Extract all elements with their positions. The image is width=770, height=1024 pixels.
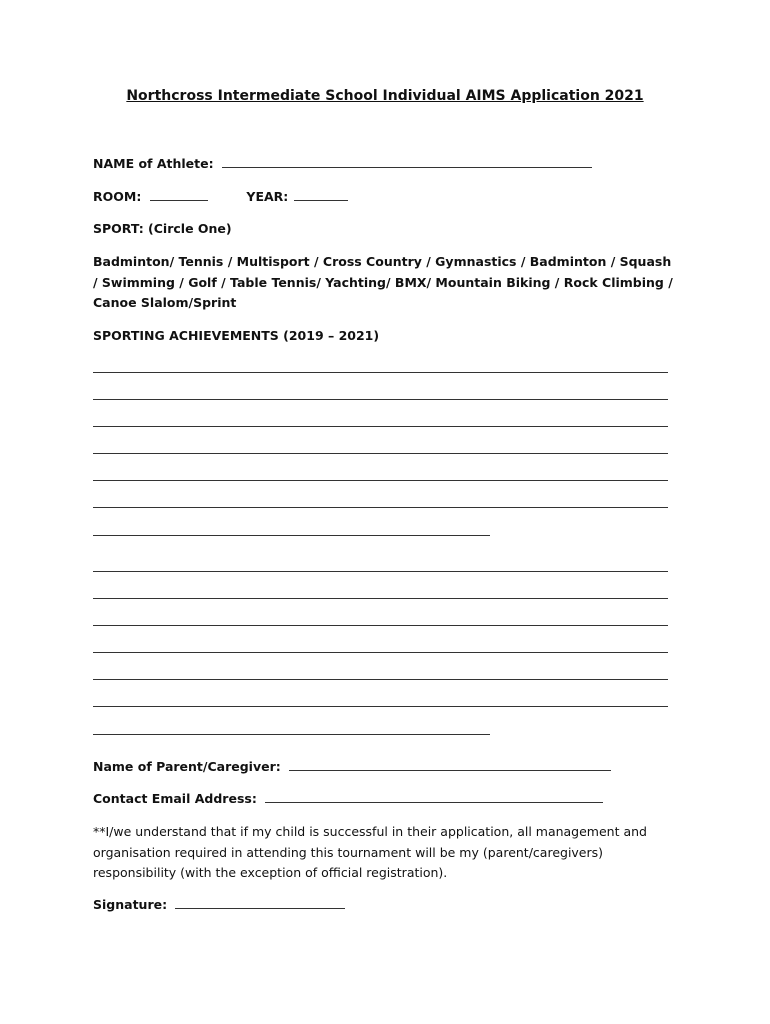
achievement-line[interactable] <box>93 571 668 572</box>
email-field[interactable] <box>265 792 603 803</box>
parent-name-label: Name of Parent/Caregiver: <box>93 759 281 774</box>
achievement-line[interactable] <box>93 372 668 373</box>
form-title: Northcross Intermediate School Individual AIMS Application 2021 <box>126 88 644 104</box>
achievement-line[interactable] <box>93 535 490 536</box>
achievement-line[interactable] <box>93 598 668 599</box>
year-field[interactable] <box>294 190 348 201</box>
responsibility-disclaimer: **I/we understand that if my child is successful in their application, all management and organisation required in attending this tournament will be my (parent/caregivers) responsibility (with the exception of official registration). <box>93 824 647 880</box>
year-label: YEAR: <box>246 189 289 204</box>
achievement-line[interactable] <box>93 399 668 400</box>
achievement-line[interactable] <box>93 426 668 427</box>
parent-name-field[interactable] <box>289 760 611 771</box>
achievement-line[interactable] <box>93 453 668 454</box>
sports-list: Badminton/ Tennis / Multisport / Cross Country / Gymnastics / Badminton / Squash / Swimming / Golf / Table Tennis/ Yachting/ BMX/ Mountain Biking / Rock Climbing / Canoe Slalom/Sprint <box>93 254 673 310</box>
room-year-row <box>93 189 348 204</box>
sport-label: SPORT: (Circle One) <box>93 221 232 236</box>
room-field[interactable] <box>150 190 208 201</box>
achievements-label: SPORTING ACHIEVEMENTS (2019 – 2021) <box>93 328 380 343</box>
achievement-line[interactable] <box>93 507 668 508</box>
athlete-name-field[interactable] <box>222 157 592 168</box>
achievement-line[interactable] <box>93 480 668 481</box>
signature-label: Signature: <box>93 897 168 912</box>
signature-row <box>93 897 345 912</box>
achievement-line[interactable] <box>93 734 490 735</box>
signature-field[interactable] <box>175 898 345 909</box>
achievement-line[interactable] <box>93 679 668 680</box>
achievement-line[interactable] <box>93 625 668 626</box>
room-label: ROOM: <box>93 189 142 204</box>
athlete-name-row <box>93 156 592 171</box>
parent-name-row <box>93 759 611 774</box>
email-label: Contact Email Address: <box>93 791 257 806</box>
athlete-name-label: NAME of Athlete: <box>93 156 214 171</box>
email-row <box>93 791 603 806</box>
achievement-line[interactable] <box>93 652 668 653</box>
achievement-line[interactable] <box>93 706 668 707</box>
